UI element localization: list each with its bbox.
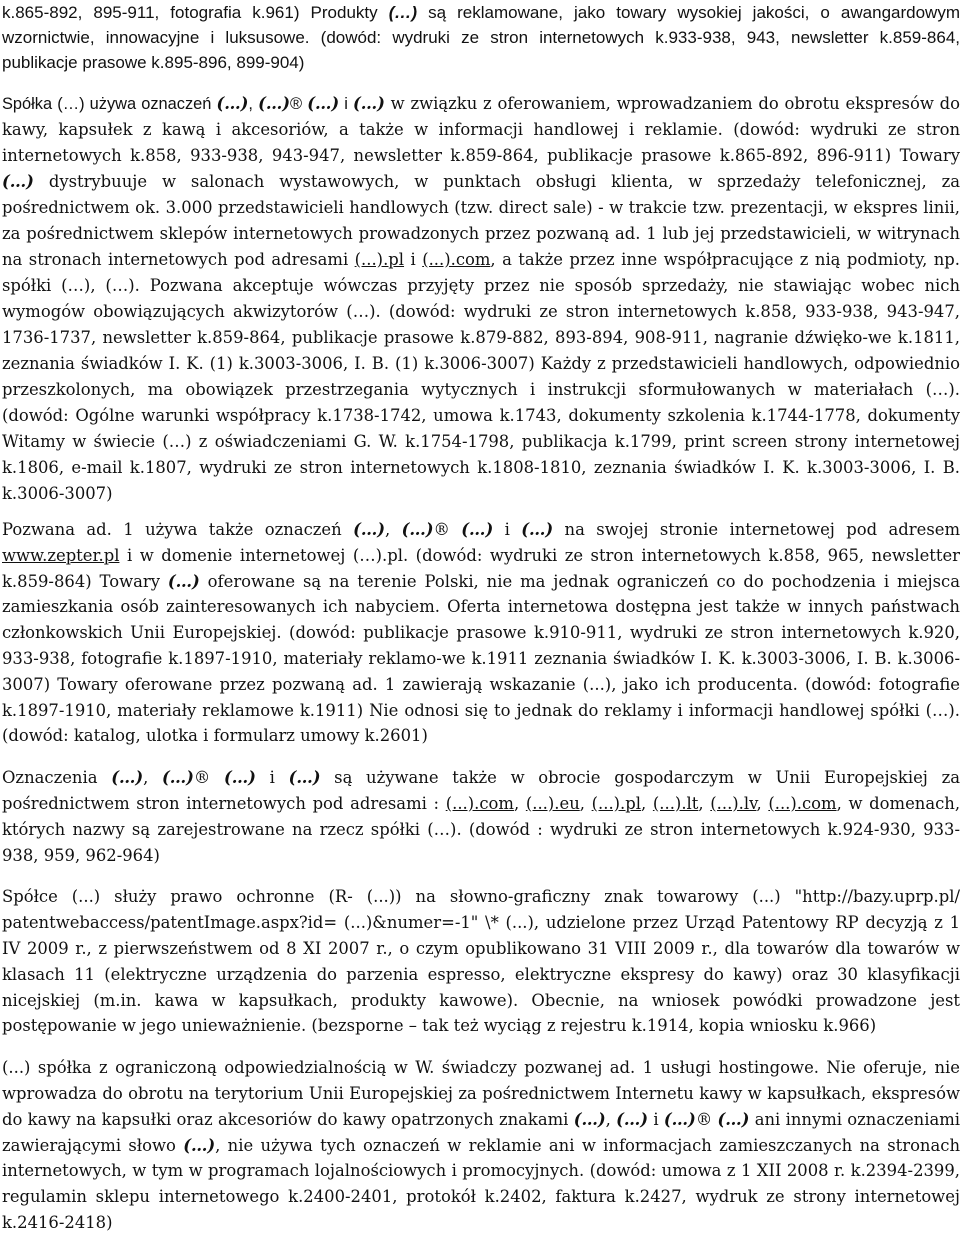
text-segment: ® [433, 520, 462, 539]
domain-link[interactable]: (...).com [768, 793, 837, 813]
text-segment: Spółce (...) służy prawo ochronne (R- (...)) na słowno-graficzny znak towarowy (...) "http://bazy.uprp.pl/ patentwebaccess/patentImage.aspx?id= (...)&numer=-1" \* (...), udzielone przez Urząd Patentowy RP decyzją z 1 IV 2009 r., z pierwszeństwem od 8 XI 2007 r., o czym opublikowano 31 VIII 2009 r., dla towarów dla towarów w klasach 11 (elektryczne urządzenia do parzenia espresso, elektryczne ekspresy do kawy) oraz 30 klasyfikacji nicejskiej (m.in. kawa w kapsułkach, produkty kawowe). Obecnie, na wniosek powódki prowadzone jest postępowanie w jego unieważnienie. (bezsporne – tak też wyciąg z rejestru k.1914, kopia wniosku k.966) [2, 887, 960, 1036]
redacted-mark: (…) [401, 520, 434, 539]
text-segment: i [339, 95, 353, 113]
paragraph-company-marks [2, 91, 960, 507]
text-segment: (...) spółka z ograniczoną odpowiedzialnością w W. świadczy pozwanej ad. 1 usługi hostingowe. Nie oferuje, nie wprowadza do obrotu na terytorium Unii Europejskiej za pośrednictwem Internetu kawy w kapsułkach, ekspresów do kawy na kapsułki oraz akcesoriów do kawy opatrzonych znakami [2, 1058, 960, 1129]
text-segment: Pozwana ad. 1 używa także oznaczeń [2, 520, 354, 539]
text-segment: dystrybuuje w salonach wystawowych, w punktach obsługi klienta, w sprzedaży telefonicznej, za pośrednictwem ok. 3.000 przedstawicieli handlowych (tzw. direct sale) - w trakcie tzw. prezentacji, w ekspres linii, za pośrednictwem sklepów internetowych prowadzonych przez pozwaną ad. 1 lub jej przedstawicieli, w witrynach na stronach internetowych pod adresami [2, 172, 960, 269]
redacted-mark: (…) [353, 520, 385, 539]
text-segment: oferowane są na terenie Polski, nie ma jednak ograniczeń co do pochodzenia i miejsca zamieszkania osób zainteresowanych ich nabyciem. Oferta internetowa dostępna jest także w innych państwach członkowskich Unii Europejskiej. (dowód: publikacje prasowe k.910-911, wydruki ze stron internetowych k.920, 933-938, fotografie k.1897-1910, materiały reklamo-we k.1911 zeznania świadków I. K. k.3003-3006, I. B. k.3006-3007) Towary oferowane przez pozwaną ad. 1 zawierają wskazanie (...), jako ich producenta. (dowód: fotografie k.1897-1910, materiały reklamowe k.1911) Nie odnosi się to jednak do reklamy i informacji handlowej spółki (…). (dowód: katalog, ulotka i formularz umowy k.2601) [2, 571, 960, 746]
redacted-mark: (…) [183, 1135, 216, 1155]
domain-link[interactable]: (...).pl [591, 793, 642, 813]
paragraph-hosting-company [2, 1055, 960, 1236]
text-segment: i [255, 768, 289, 788]
domain-link[interactable]: (...).com [422, 250, 491, 269]
domain-link[interactable]: (...).pl [354, 250, 405, 269]
domain-link[interactable]: www.zepter.pl [2, 545, 120, 565]
text-segment: ® [695, 1109, 718, 1129]
redacted-mark: (…) [388, 3, 418, 22]
text-segment: , w domenach, których nazwy są zarejestrowane na rzecz spółki (…). (dowód : wydruki ze stron internetowych k.924-930, 933-938, 959, 962-964) [2, 793, 960, 865]
paragraph-trademark-right [2, 884, 960, 1039]
redacted-mark: (…) [288, 768, 321, 788]
paragraph-eu-domains [2, 765, 960, 868]
text-segment: , a także przez inne współpracujące z nią podmioty, np. spółki (…), (…). Pozwana akceptuje wówczas przyjęty przez nie sposób sprzedaży, nie stawiając wobec nich wymogów obowiązujących akwizytorów (…). (dowód: wydruki ze stron internetowych k.858, 933-938, 943-947, 1736-1737, newsletter k.859-864, publikacje prasowe k.879-882, 893-894, 908-911, nagranie dźwięko-we k.1811, zeznania świadków I. K. (1) k.3003-3006, I. B. (1) k.3006-3007) Każdy z przedstawicieli handlowych, odpowiednio przeszkolonych, ma obowiązek przestrzegania wytycznych i instrukcji sformułowanych w materiałach (…). (dowód: Ogólne warunki współpracy k.1738-1742, umowa k.1743, dokumenty szkolenia k.1744-1778, dokumenty Witamy w świecie (…) z oświadczeniami G. W. k.1754-1798, publikacja k.1799, print screen strony internetowej k.1806, e-mail k.1807, wydruki ze stron internetowych k.1808-1810, zeznania świadków I. K. k.3003-3006, I. B. k.3006-3007) [2, 250, 960, 503]
text-segment: , [756, 793, 769, 813]
text-segment: ® [193, 768, 225, 788]
redacted-mark: (…) [461, 520, 494, 539]
redacted-mark: (…) [717, 1109, 750, 1129]
redacted-mark: (…) [167, 571, 200, 591]
text-segment: są używane także w obrocie gospodarczym w Unii Europejskiej za pośrednictwem stron internetowych pod adresami : [2, 768, 960, 813]
domain-link[interactable]: (...).com [445, 793, 514, 813]
text-segment: , [698, 793, 711, 813]
text-segment: , [579, 793, 592, 813]
redacted-mark: (…) [162, 768, 194, 788]
redacted-mark: (…) [616, 1109, 649, 1129]
paragraph-defendant-marks [2, 517, 960, 749]
text-segment: i [493, 520, 522, 539]
text-segment: , [513, 793, 526, 813]
domain-link[interactable]: (...).eu [525, 793, 580, 813]
redacted-mark: (…) [521, 520, 554, 539]
text-segment: , [384, 520, 402, 539]
redacted-mark: (…) [663, 1109, 696, 1129]
paragraph-products [2, 0, 960, 75]
text-segment: i [404, 250, 423, 269]
text-segment: ® [290, 95, 308, 113]
text-segment: , [641, 793, 653, 813]
domain-link[interactable]: (...).lt [652, 793, 699, 813]
text-segment: k.865-892, 895-911, fotografia k.961) Produkty [2, 3, 389, 22]
text-segment: na swojej stronie internetowej pod adresem [553, 520, 960, 539]
text-segment: Oznaczenia [2, 768, 112, 788]
text-segment: ani innymi oznaczeniami zawierającymi słowo [2, 1109, 960, 1155]
text-segment: są reklamowane, jako towary wysokiej jakości, o awangardowym wzornictwie, innowacyjne i luksusowe. (dowód: wydruki ze stron internetowych k.933-938, 943, newsletter k.859-864, publikacje prasowe k.895-896, 899-904) [2, 3, 960, 72]
text-segment: i w domenie internetowej (…).pl. (dowód: wydruki ze stron internetowych k.858, 965, newsletter k.859-864) Towary [2, 545, 960, 591]
text-segment: , [143, 768, 163, 788]
text-segment: , [605, 1109, 617, 1129]
redacted-mark: (…) [258, 94, 290, 113]
text-segment: i [648, 1109, 664, 1129]
redacted-mark: (…) [216, 94, 249, 113]
redacted-mark: (…) [224, 768, 256, 788]
text-segment: , [248, 95, 259, 113]
redacted-mark: (…) [353, 94, 385, 113]
text-segment: Spółka (…) używa oznaczeń [2, 95, 217, 113]
redacted-mark: (…) [307, 94, 340, 113]
text-segment: , nie używa tych oznaczeń w reklamie ani w informacjach zamieszczanych na stronach internetowych, w tym w programach lojalnościowych i promocyjnych. (dowód: umowa z 1 XII 2008 r. k.2394-2399, regulamin sklepu internetowego k.2400-2401, protokół k.2402, faktura k.2427, wydruk ze strony internetowej k.2416-2418) [2, 1135, 960, 1232]
redacted-mark: (…) [573, 1109, 606, 1129]
domain-link[interactable]: (...).lv [710, 793, 757, 813]
redacted-mark: (…) [111, 768, 144, 788]
redacted-mark: (…) [2, 172, 34, 191]
text-segment: w związku z oferowaniem, wprowadzaniem do obrotu ekspresów do kawy, kapsułek z kawą i akcesoriów, a także w informacji handlowej i reklamie. (dowód: wydruki ze stron internetowych k.858, 933-938, 943-947, newsletter k.859-864, publikacje prasowe k.865-892, 896-911) Towary [2, 94, 960, 165]
